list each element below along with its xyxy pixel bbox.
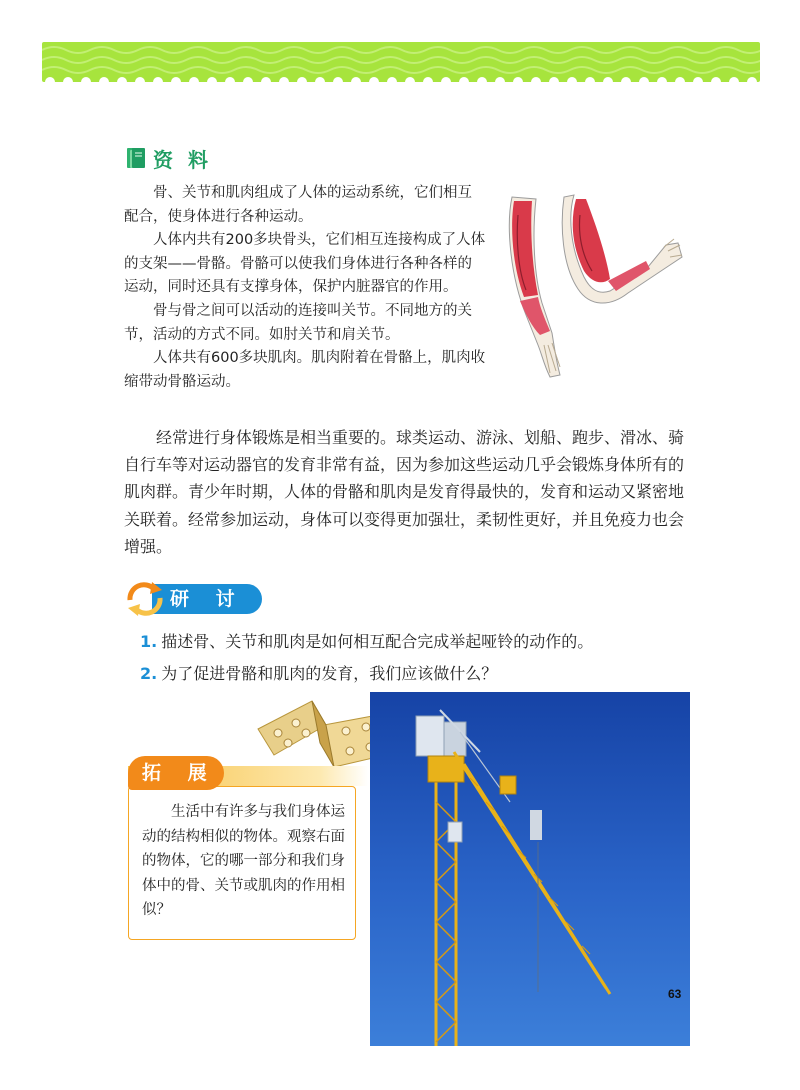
ziliao-title: 资 料 [153, 147, 212, 172]
discussion-cycle-icon [124, 580, 166, 618]
tower-crane-photo [370, 692, 690, 1046]
ziliao-paragraph: 骨、关节和肌肉组成了人体的运动系统，它们相互配合，使身体进行各种运动。 [124, 185, 472, 225]
main-paragraph [124, 424, 690, 560]
question-text: 为了促进骨骼和肌肉的发育，我们应该做什么？ [161, 664, 498, 683]
tuozhan-text [142, 800, 350, 923]
ziliao-paragraph: 骨与骨之间可以活动的连接叫关节。不同地方的关节，活动的方式不同。如肘关节和肩关节。 [124, 302, 472, 343]
ziliao-heading [125, 144, 212, 172]
question-number: 2. [140, 664, 158, 683]
tuozhan-title: 拓 展 [142, 762, 217, 784]
question-list [140, 626, 593, 690]
tower-crane-drawing [370, 692, 690, 1046]
ziliao-body [124, 182, 486, 394]
ziliao-paragraph: 人体内共有200多块骨头，它们相互连接构成了人体的支架——骨骼。骨骼可以使我们身体进行各种各样的运动，同时还具有支撑身体，保护内脏器官的作用。 [124, 232, 486, 296]
question-number: 1. [140, 632, 158, 651]
yantao-title: 研 讨 [170, 588, 245, 610]
list-item [140, 626, 593, 658]
page-number: 63 [668, 987, 682, 1001]
arm-muscle-illustration [498, 185, 688, 385]
question-text: 描述骨、关节和肌肉是如何相互配合完成举起哑铃的动作的。 [161, 632, 594, 651]
top-banner [42, 42, 760, 82]
ziliao-paragraph: 人体共有600多块肌肉。肌肉附着在骨骼上，肌肉收缩带动骨骼运动。 [124, 350, 486, 390]
wave-pattern [42, 42, 760, 82]
yantao-heading [124, 580, 264, 618]
book-icon [125, 146, 147, 170]
main-paragraph-text: 经常进行身体锻炼是相当重要的。球类运动、游泳、划船、跑步、滑冰、骑自行车等对运动器官的发育非常有益，因为参加这些运动几乎会锻炼身体所有的肌肉群。青少年时期，人体的骨骼和肌肉是发育得最快的，发育和运动又紧密地关联着。经常参加运动，身体可以变得更加强壮，柔韧性更好，并且免疫力也会增强。 [124, 428, 685, 556]
tuozhan-paragraph: 生活中有许多与我们身体运动的结构相似的物体。观察右面的物体，它的哪一部分和我们身体中的骨、关节或肌肉的作用相似？ [142, 804, 345, 919]
list-item [140, 658, 593, 690]
tuozhan-heading [128, 756, 368, 790]
